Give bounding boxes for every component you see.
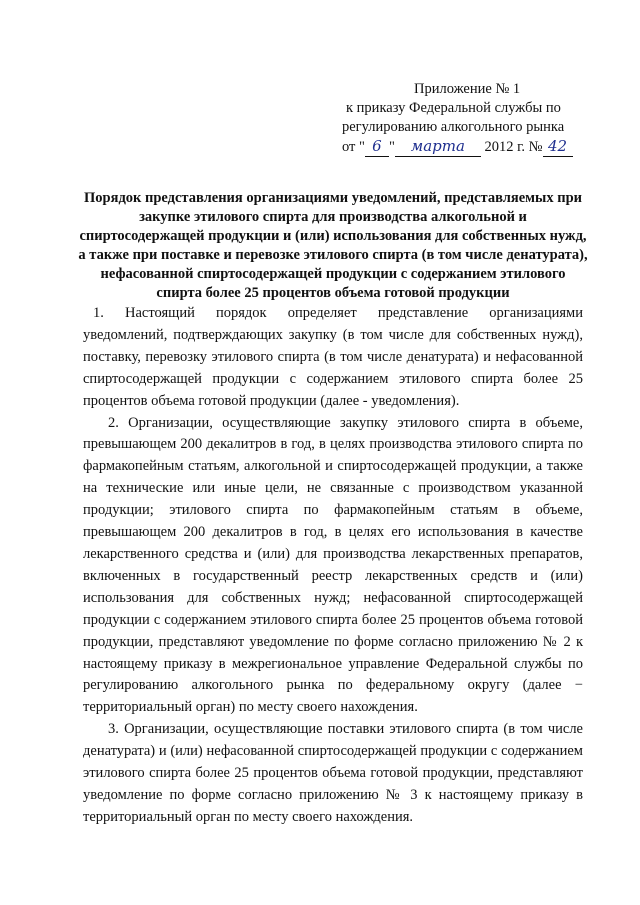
appendix-date-line	[342, 137, 612, 157]
paragraph-3: 3. Организации, осуществляющие поставки этилового спирта (в том числе денатурата) и (или) нефасованной спиртосодержащей продукции с содержанием этилового спирта более 25 процентов объема готовой продукции, представляют уведомление по форме согласно приложению № 3 к настоящему приказу в территориальный орган по месту своего нахождения.	[83, 721, 583, 825]
appendix-agency-line: регулированию алкогольного рынка	[342, 119, 565, 135]
handwritten-day: 6	[365, 137, 389, 157]
paragraph-1: 1. Настоящий порядок определяет представление организациями уведомлений, подтверждающих закупку (в том числе для собственных нужд), поставку, перевозку этилового спирта (в том числе денатурата) и нефасованной спиртосодержащей продукции с содержанием этилового спирта более 25 процентов объема готовой продукции (далее - уведомления).	[83, 305, 583, 409]
document-title: Порядок представления организациями уведомлений, представляемых при закупке этилового спирта для производства алкогольной и спиртосодержащей продукции и (или) использования для собственных нужд, а также при поставке и перевозке этилового спирта (в том числе денатурата), нефасованной спиртосодержащей продукции с содержанием этилового спирта более 25 процентов объема готовой продукции	[78, 190, 588, 301]
date-prefix: от "	[342, 139, 365, 155]
appendix-order-line: к приказу Федеральной службы по	[346, 100, 561, 116]
handwritten-order-number: 42	[543, 137, 573, 157]
appendix-header	[342, 80, 612, 157]
date-quote: "	[388, 139, 395, 155]
paragraph-2: 2. Организации, осуществляющие закупку этилового спирта в объеме, превышающем 200 декалитров в год, в целях производства этилового спирта по фармакопейным статьям, алкогольной и спиртосодержащей продукции, а также на технические или иные цели, не связанные с производством указанной продукции; этилового спирта по фармакопейным статьям в объеме, превышающем 200 декалитров в год, в целях его использования в качестве лекарственного средства и (или) для производства лекарственных препаратов, включенных в государственный реестр лекарственных средств и (или) использования для собственных нужд; нефасованной спиртосодержащей продукции с содержанием этилового спирта более 25 процентов объема готовой продукции, представляют уведомление по форме согласно приложению № 2 к настоящему приказу в межрегиональное управление Федеральной службы по регулированию алкогольного рынка по федеральному округу (далее − территориальный орган) по месту своего нахождения.	[83, 414, 583, 716]
document-body	[83, 303, 583, 829]
date-year: 2012 г. №	[484, 139, 543, 155]
appendix-number: Приложение № 1	[414, 81, 521, 97]
handwritten-month: марта	[395, 137, 481, 157]
